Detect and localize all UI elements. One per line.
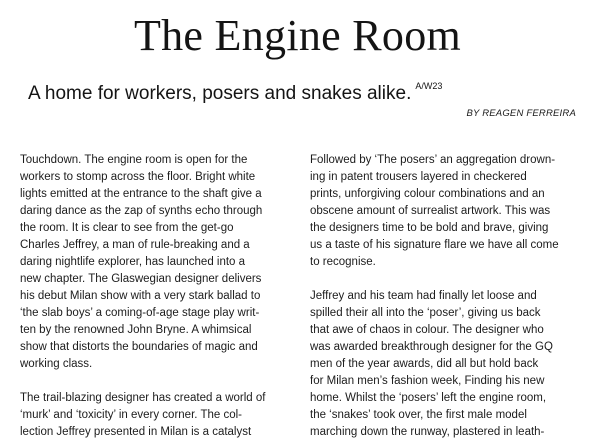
text-line: Touchdown. The engine room is open for the xyxy=(20,154,248,166)
text-line: prints, unforgiving colour combinations and an xyxy=(310,188,545,200)
author-byline: BY REAGEN FERREIRA xyxy=(466,108,576,119)
left-column xyxy=(20,152,302,441)
text-line: home. Whilst the ‘posers’ left the engine room, xyxy=(310,392,547,404)
paragraph xyxy=(310,152,592,271)
text-line: spilled their all into the ‘poser’, giving us back xyxy=(310,307,541,319)
text-line: for Milan men’s fashion week, Finding his new xyxy=(310,375,545,387)
subtitle-text: A home for workers, posers and snakes alike. xyxy=(28,83,412,104)
text-line: the room. It is clear to see from the get-go xyxy=(20,222,234,234)
text-line: new chapter. The Glaswegian designer delivers xyxy=(20,273,262,285)
paragraph xyxy=(310,288,592,441)
text-line: that awe of chaos in colour. The designer who xyxy=(310,324,544,336)
text-line: daring nightlife explorer, has launched into a xyxy=(20,256,246,268)
text-line: Followed by ‘The posers’ an aggregation drown- xyxy=(310,154,556,166)
text-line: Charles Jeffrey, a man of rule-breaking and a xyxy=(20,239,250,251)
text-line: daring dance as the zap of synths echo through xyxy=(20,205,263,217)
text-line: us a taste of his signature flare we have all come xyxy=(310,239,559,251)
text-line: working class. xyxy=(20,358,93,370)
text-line: ten by the renowned John Bryne. A whimsical xyxy=(20,324,252,336)
text-line: the designers time to be bold and brave, giving xyxy=(310,222,549,234)
text-line: obscene amount of surrealist artwork. This was xyxy=(310,205,551,217)
paragraph xyxy=(20,390,302,441)
article-title: The Engine Room xyxy=(133,11,462,60)
paragraph-gap xyxy=(20,373,302,390)
text-line: men of the year awards, did all but hold back xyxy=(310,358,539,370)
season-tag: A/W23 xyxy=(415,81,443,91)
right-column xyxy=(310,152,592,441)
text-line: to recognise. xyxy=(310,256,376,268)
text-line: ‘murk’ and ‘toxicity’ in every corner. The col- xyxy=(20,409,242,421)
text-line: ‘the slab boys’ a coming-of-age stage play writ- xyxy=(20,307,260,319)
text-line: his debut Milan show with a very stark ballad to xyxy=(20,290,261,302)
paragraph-gap xyxy=(310,271,592,288)
text-line: lection Jeffrey presented in Milan is a catalyst xyxy=(20,426,252,438)
text-line: ing in patent trousers layered in checkered xyxy=(310,171,527,183)
text-line: marching down the runway, plastered in leath- xyxy=(310,426,545,438)
text-line: workers to stomp across the floor. Bright white xyxy=(20,171,256,183)
text-line: show that distorts the boundaries of magic and xyxy=(20,341,258,353)
article-subtitle xyxy=(28,83,442,105)
text-line: the ‘snakes’ took over, the first male model xyxy=(310,409,527,421)
text-line: was awarded breakthrough designer for the GQ xyxy=(310,341,553,353)
text-line: lights emitted at the entrance to the shaft give a xyxy=(20,188,262,200)
paragraph xyxy=(20,152,302,373)
text-line: Jeffrey and his team had finally let loose and xyxy=(310,290,537,302)
text-line: The trail-blazing designer has created a world of xyxy=(20,392,266,404)
